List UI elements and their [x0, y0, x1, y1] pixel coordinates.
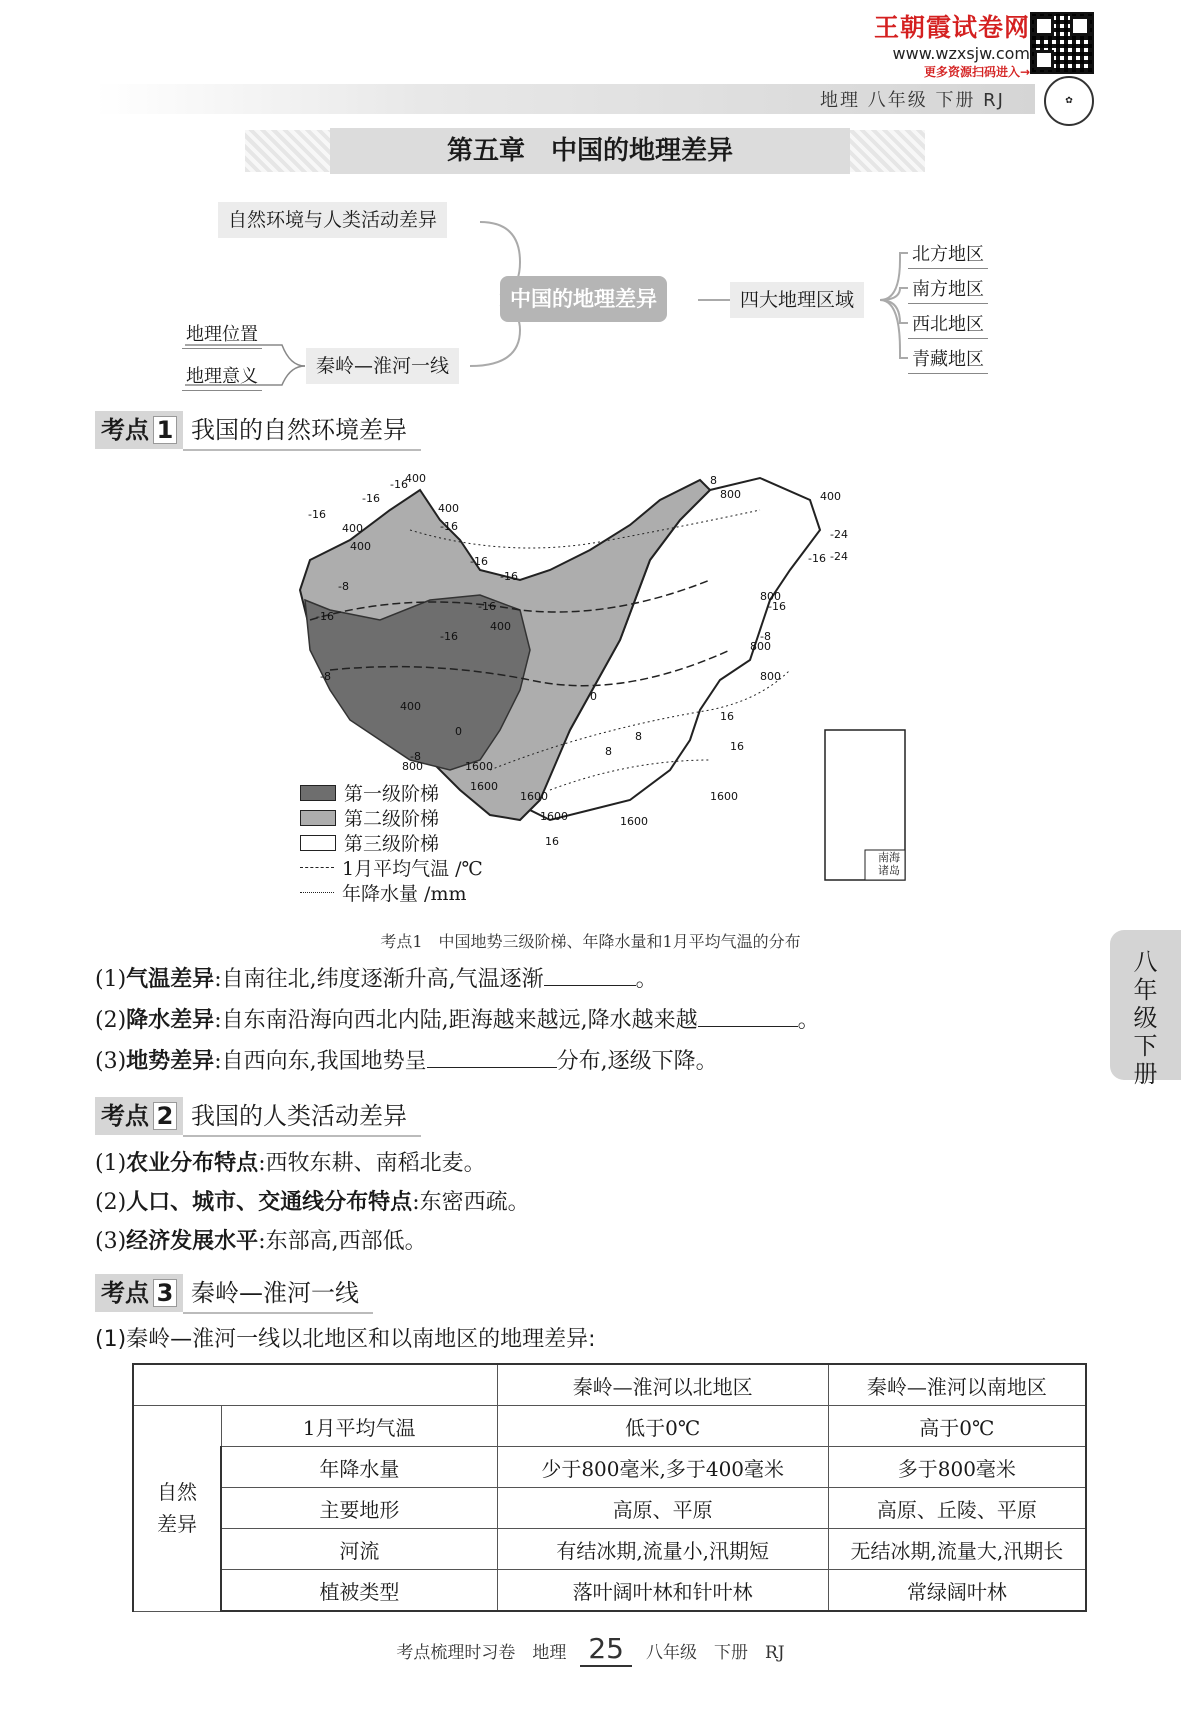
- table-header-row: [133, 1364, 1086, 1406]
- page-footer: [0, 1632, 1181, 1667]
- map-contour-label: -24: [830, 550, 848, 563]
- item-bold: 降水差异: [126, 1008, 215, 1033]
- map-contour-label: -16: [362, 492, 380, 505]
- map-contour-label: -16: [470, 555, 488, 568]
- item-end: 。: [797, 1008, 820, 1033]
- map-contour-label: 8: [635, 730, 642, 743]
- table-cell: 高原、平原: [497, 1488, 828, 1529]
- section3-title: 秦岭—淮河一线: [183, 1274, 373, 1314]
- table-header-cell: 秦岭—淮河以北地区: [497, 1364, 828, 1406]
- item-end: 。: [635, 967, 658, 992]
- brand-name: 王朝霞试卷网: [873, 13, 1030, 42]
- table-row: [133, 1529, 1086, 1570]
- map-contour-label: 8: [710, 474, 717, 487]
- table-cell: 落叶阔叶林和针叶林: [497, 1570, 828, 1612]
- item-bold: 经济发展水平: [126, 1229, 259, 1254]
- map-contour-label: 800: [760, 670, 781, 683]
- map-contour-label: 800: [760, 590, 781, 603]
- map-contour-label: 800: [720, 488, 741, 501]
- section3-num: 3: [153, 1279, 177, 1307]
- map-contour-label: 16: [545, 835, 559, 848]
- map-contour-label: 8: [605, 745, 612, 758]
- table-cell: 低于0℃: [497, 1406, 828, 1447]
- table-cell: 年降水量: [221, 1447, 497, 1488]
- map-contour-label: -8: [338, 580, 349, 593]
- answer-blank-3[interactable]: [427, 1047, 557, 1068]
- mindmap-leaf-qingzang: 青藏地区: [908, 345, 988, 374]
- map-contour-label: -16: [316, 610, 334, 623]
- table-cell: 无结冰期,流量大,汛期长: [828, 1529, 1086, 1570]
- map-contour-label: -8: [410, 750, 421, 763]
- table-cell: 多于800毫米: [828, 1447, 1086, 1488]
- legend-precipitation: 年降水量 /mm: [342, 883, 467, 905]
- map-contour-label: -8: [760, 630, 771, 643]
- footer-right: 八年级 下册 RJ: [646, 1643, 785, 1663]
- map-contour-label: 800: [402, 760, 423, 773]
- table-header-cell: [133, 1364, 497, 1406]
- section2-item-1: [95, 1146, 486, 1177]
- page-number: 25: [580, 1632, 632, 1667]
- map-contour-label: 400: [405, 472, 426, 485]
- brand-url[interactable]: www.wzxsjw.com: [892, 44, 1030, 63]
- table-cell: 主要地形: [221, 1488, 497, 1529]
- map-contour-label: -24: [830, 528, 848, 541]
- table-cell: 植被类型: [221, 1570, 497, 1612]
- section1-item-2: [95, 1003, 820, 1034]
- table-row: [133, 1406, 1086, 1447]
- mindmap-top-left: 自然环境与人类活动差异: [218, 202, 447, 238]
- mindmap-bottom-left: 秦岭—淮河一线: [306, 348, 459, 384]
- item-text: :东密西疏。: [412, 1190, 530, 1215]
- section2-item-3: [95, 1224, 427, 1255]
- mindmap-center: 中国的地理差异: [500, 276, 667, 322]
- section2-tag: 考点: [101, 1102, 149, 1130]
- group-label-text: 自然差异: [157, 1480, 197, 1537]
- mindmap-leaf-northwest: 西北地区: [908, 310, 988, 339]
- section2-item-2: [95, 1185, 530, 1216]
- item-text: :西牧东耕、南稻北麦。: [258, 1151, 486, 1176]
- item-text: :自南往北,纬度逐渐升高,气温逐渐: [214, 967, 544, 992]
- table-cell: 高原、丘陵、平原: [828, 1488, 1086, 1529]
- map-legend: [300, 780, 540, 905]
- map-contour-label: 16: [720, 710, 734, 723]
- mindmap-leaf-significance: 地理意义: [182, 362, 262, 391]
- header-subject: 地理 八年级 下册 RJ: [820, 90, 1005, 111]
- section3-intro: (1)秦岭—淮河一线以北地区和以南地区的地理差异:: [95, 1327, 596, 1352]
- table-row: [133, 1447, 1086, 1488]
- footer-left: 考点梳理时习卷 地理: [396, 1643, 567, 1663]
- table-row: [133, 1570, 1086, 1612]
- section1-tag: 考点: [101, 416, 149, 444]
- item-label: (3): [95, 1049, 127, 1074]
- section1-item-1: [95, 962, 658, 993]
- item-text: :东部高,西部低。: [258, 1229, 427, 1254]
- map-contour-label: 1600: [465, 760, 493, 773]
- map-contour-label: -16: [440, 630, 458, 643]
- item-label: (1): [95, 1151, 127, 1176]
- map-contour-label: -16: [390, 478, 408, 491]
- table-cell: 有结冰期,流量小,汛期短: [497, 1529, 828, 1570]
- item-label: (2): [95, 1190, 127, 1215]
- map-contour-label: 1600: [540, 810, 568, 823]
- map-contour-label: -16: [478, 600, 496, 613]
- mindmap-leaf-south: 南方地区: [908, 275, 988, 304]
- map-contour-label: 1600: [710, 790, 738, 803]
- item-text: :自西向东,我国地势呈: [214, 1049, 427, 1074]
- brand-scan-text: 更多资源扫码进入→: [923, 65, 1030, 79]
- map-caption: 考点1 中国地势三级阶梯、年降水量和1月平均气温的分布: [380, 932, 801, 951]
- map-contour-label: 1600: [620, 815, 648, 828]
- section2-num: 2: [153, 1102, 177, 1130]
- mindmap-leaf-location: 地理位置: [182, 320, 262, 349]
- map-contour-label: 400: [342, 522, 363, 535]
- legend-temperature: 1月平均气温 /℃: [342, 858, 483, 880]
- legend-first-step: 第一级阶梯: [344, 783, 440, 805]
- section3-tag: 考点: [101, 1279, 149, 1307]
- item-label: (1): [95, 967, 127, 992]
- map-contour-label: 400: [438, 502, 459, 515]
- mindmap-leaf-north: 北方地区: [908, 240, 988, 269]
- table-header-cell: 秦岭—淮河以南地区: [828, 1364, 1086, 1406]
- table-group-label: [133, 1406, 221, 1612]
- item-label: (2): [95, 1008, 127, 1033]
- inset-label-line1: 南海: [878, 851, 900, 864]
- map-contour-label: -16: [308, 508, 326, 521]
- inset-label-line2: 诸岛: [878, 864, 900, 877]
- table-cell: 高于0℃: [828, 1406, 1086, 1447]
- map-contour-label: 1600: [470, 780, 498, 793]
- map-contour-label: 0: [455, 725, 462, 738]
- table-cell: 1月平均气温: [221, 1406, 497, 1447]
- table-cell: 少于800毫米,多于400毫米: [497, 1447, 828, 1488]
- item-end: 分布,逐级下降。: [556, 1049, 718, 1074]
- item-bold: 人口、城市、交通线分布特点: [126, 1190, 413, 1215]
- section1-title: 我国的自然环境差异: [183, 411, 421, 451]
- item-bold: 地势差异: [126, 1049, 215, 1074]
- legend-second-step: 第二级阶梯: [344, 808, 440, 830]
- seal-icon: ✿: [1044, 76, 1094, 126]
- map-contour-label: 400: [350, 540, 371, 553]
- grade-side-tab: [1110, 930, 1181, 1088]
- table-row: [133, 1488, 1086, 1529]
- table-cell: 常绿阔叶林: [828, 1570, 1086, 1612]
- legend-third-step: 第三级阶梯: [344, 833, 440, 855]
- section3-heading: [95, 1274, 373, 1312]
- chapter-title: 第五章 中国的地理差异: [330, 128, 850, 174]
- mindmap-connectors: [0, 0, 1181, 400]
- map-contour-label: -16: [808, 552, 826, 565]
- mindmap-right: 四大地理区域: [730, 282, 864, 318]
- map-contour-label: 0: [590, 690, 597, 703]
- section1-num: 1: [153, 416, 177, 444]
- map-contour-label: -16: [500, 570, 518, 583]
- item-bold: 气温差异: [126, 967, 215, 992]
- answer-blank-1[interactable]: [544, 965, 636, 986]
- china-map-figure: [290, 470, 920, 910]
- section1-item-3: [95, 1044, 718, 1075]
- map-contour-label: 800: [750, 640, 771, 653]
- section1-heading: [95, 411, 421, 449]
- map-contour-label: 400: [820, 490, 841, 503]
- section2-heading: [95, 1097, 421, 1135]
- map-contour-label: 1600: [520, 790, 548, 803]
- item-text: :自东南沿海向西北内陆,距海越来越远,降水越来越: [214, 1008, 698, 1033]
- inset-label: [830, 851, 900, 877]
- side-tab-label: 八年级下册: [1133, 948, 1158, 1088]
- map-contour-label: -8: [320, 670, 331, 683]
- table-cell: 河流: [221, 1529, 497, 1570]
- map-contour-label: 400: [400, 700, 421, 713]
- map-contour-label: 16: [730, 740, 744, 753]
- map-contour-label: 400: [490, 620, 511, 633]
- map-contour-label: -16: [440, 520, 458, 533]
- north-south-difference-table: [132, 1363, 1087, 1612]
- item-bold: 农业分布特点: [126, 1151, 259, 1176]
- section2-title: 我国的人类活动差异: [183, 1097, 421, 1137]
- answer-blank-2[interactable]: [698, 1006, 798, 1027]
- item-label: (3): [95, 1229, 127, 1254]
- map-contour-label: -16: [768, 600, 786, 613]
